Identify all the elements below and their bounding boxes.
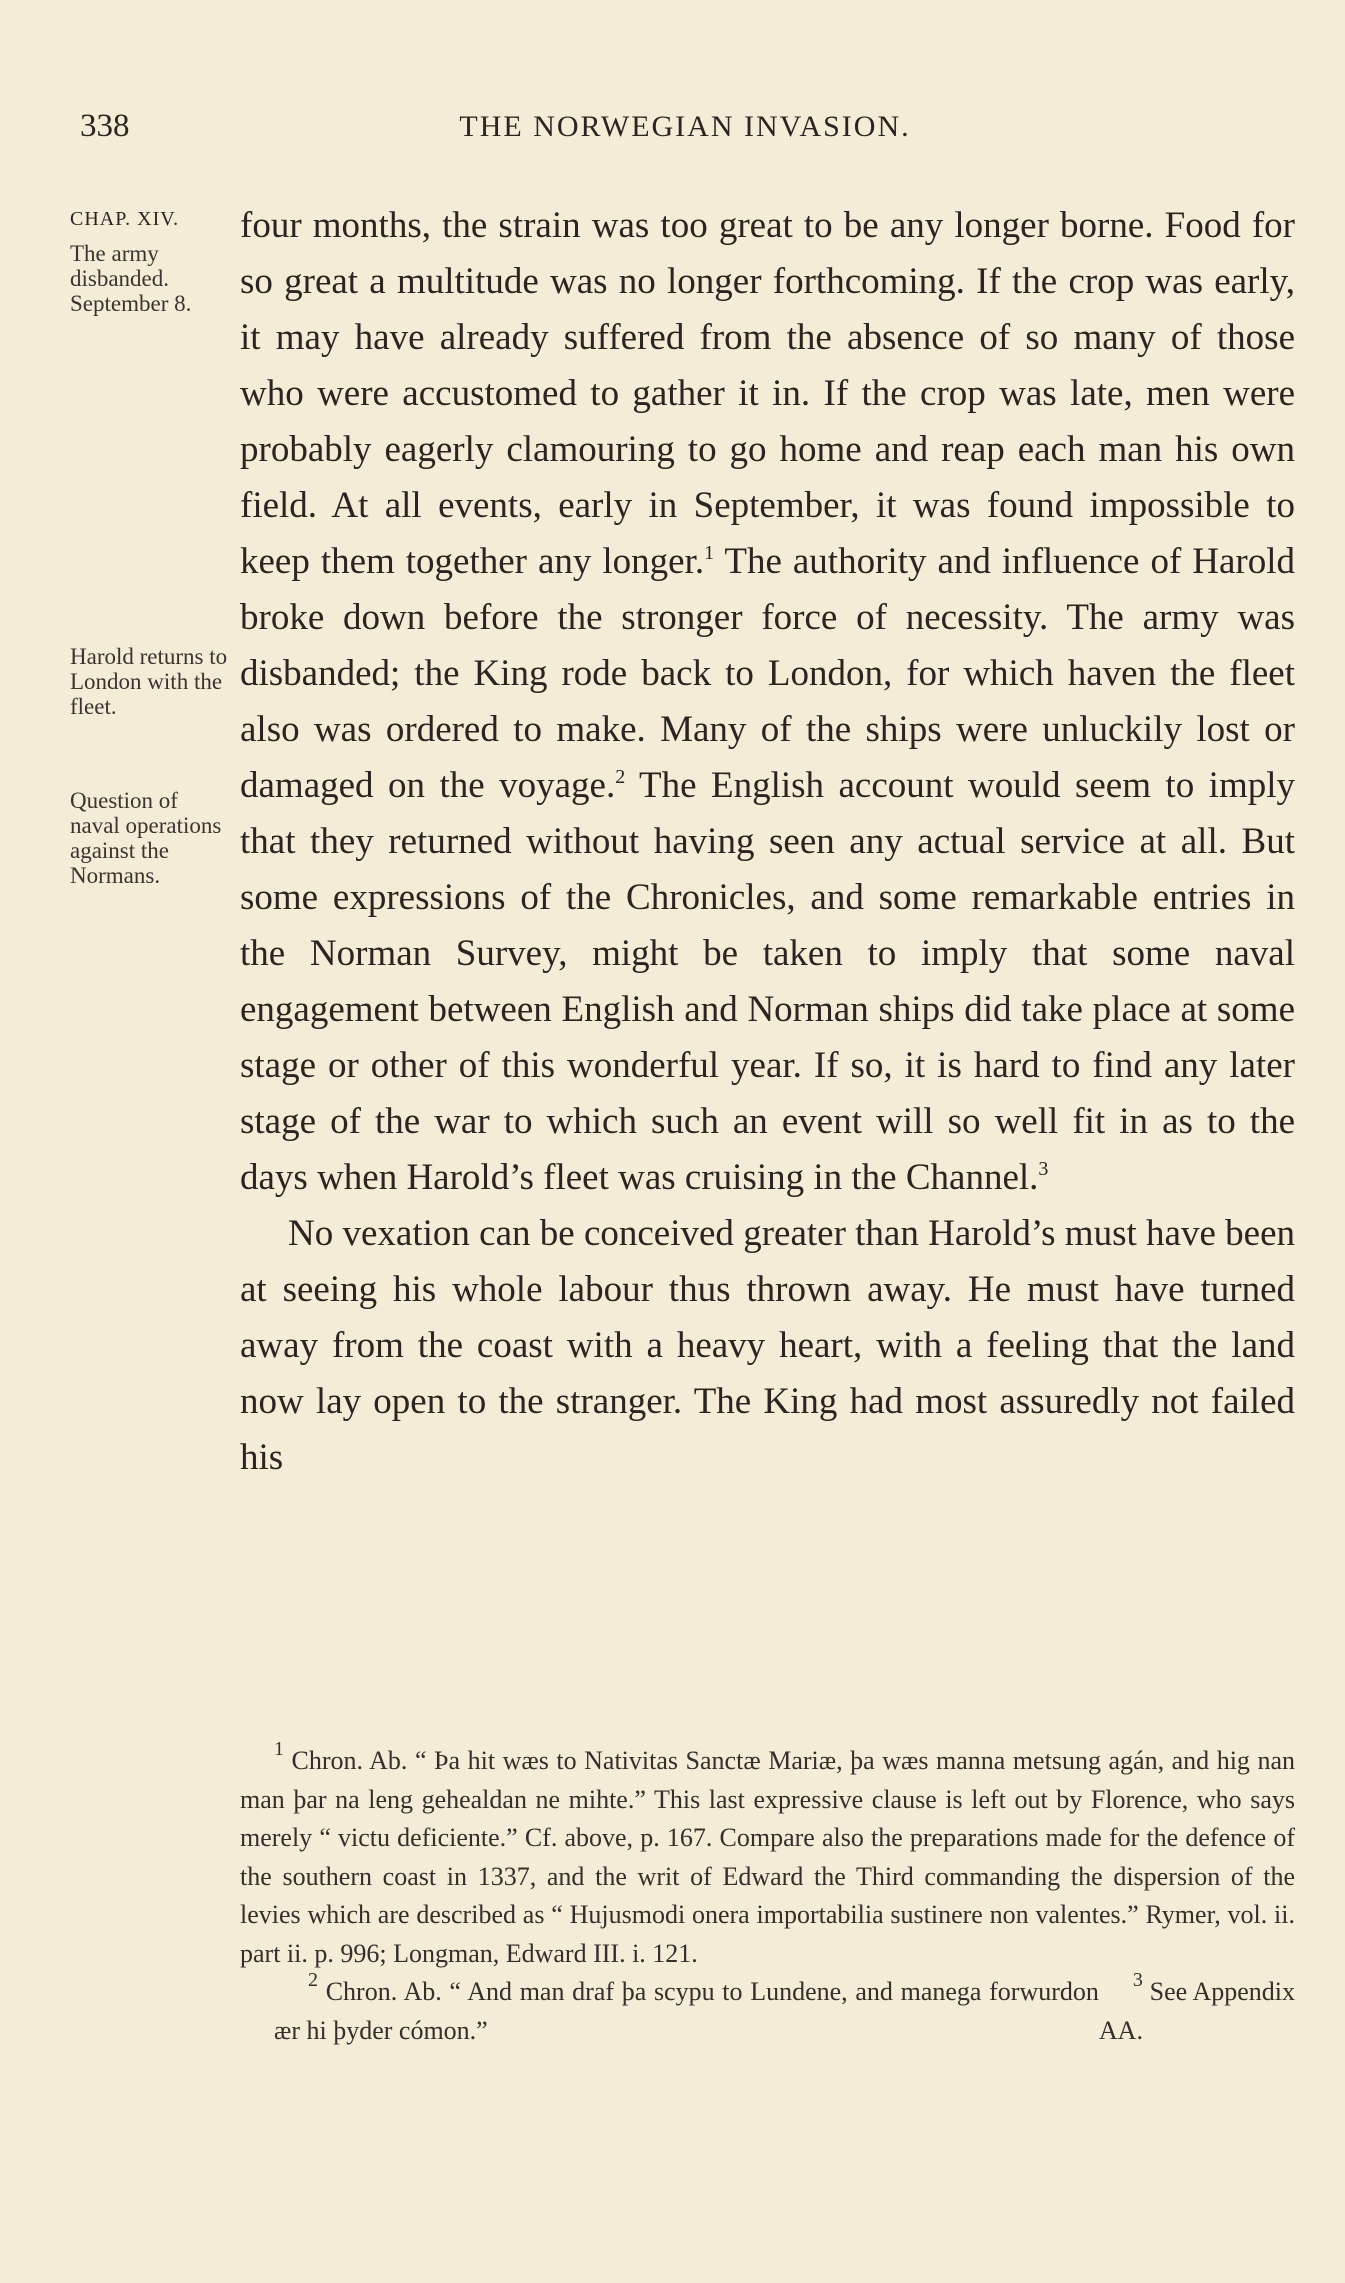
margin-note-army-disbanded: The army disbanded. September 8. bbox=[70, 241, 192, 316]
margin-note-harold-returns: Harold returns to London with the fleet. bbox=[70, 644, 228, 719]
footnote-mark: 3 bbox=[1132, 1969, 1143, 1991]
footnote-ref-1[interactable]: 1 bbox=[704, 542, 715, 564]
paragraph-2: No vexation can be conceived greater than Harold’s must have been at seeing his whole labour thus thrown away. He must have turned away from the coast with a heavy heart, with a feeling that the land now lay open to the stranger. The King had most assuredly not failed his bbox=[240, 1213, 1295, 1478]
footnote-2: $^2$ Chron. Ab. “ And man draf þa scypu to Lundene, and manega forwurdon ær hi þyder cómon.” bbox=[274, 1969, 1099, 2045]
page-number: 338 bbox=[80, 108, 130, 144]
margin-notes bbox=[70, 208, 230, 888]
footnote-mark: 1 bbox=[274, 1738, 284, 1760]
paragraph-1: four months, the strain was too great to be any longer borne. Food for so great a multitude was no longer forthcoming. If the crop was early, it may have already suffered from the absence of so many of those who were accustomed to gather it in. If the crop was late, men were probably eagerly clamouring to go home and reap each man his own field. At all events, early in September, it was found impossible to keep them together any longer.$^1$ The authority and influence of Harold broke down before the stronger force of necessity. The army was disbanded; the King rode back to London, for which haven the fleet also was ordered to make. Many of the ships were unluckily lost or damaged on the voyage.$^2$ The English account would seem to imply that they returned without having seen any actual service at all. But some expressions of the Chronicles, and some remarkable entries in the Norman Survey, might be taken to imply that some naval engagement between English and Norman ships did take place at some stage or other of this wonderful year. If so, it is hard to find any later stage of the war to which such an event will so well fit in as to the days when Harold’s fleet was cruising in the Channel.$^3$ bbox=[240, 205, 1296, 1198]
footnotes bbox=[240, 1738, 1295, 2050]
running-title: THE NORWEGIAN INVASION. bbox=[459, 110, 911, 143]
footnote-3: $^3$ See Appendix AA. bbox=[1098, 1969, 1295, 2045]
footnote-1: $^1$ Chron. Ab. “ Þa hit wæs to Nativitas Sanctæ Mariæ, þa wæs manna metsung agán, and hig nan man þar na leng gehealdan ne mihte.” This last expressive clause is left out by Florence, who says merely “ victu deficiente.” Cf. above, p. 167. Compare also the preparations made for the defence of the southern coast in 1337, and the writ of Edward the Third commanding the dispersion of the levies which are described as “ Hujusmodi onera importabilia sustinere non valentes.” Rymer, vol. ii. part ii. p. 996; Longman, Edward III. i. 121. bbox=[240, 1738, 1295, 1968]
chapter-label: CHAP. XIV. bbox=[70, 208, 180, 230]
main-text bbox=[240, 198, 1295, 1486]
footnote-2-3 bbox=[240, 1969, 1295, 2050]
footnote-mark: 2 bbox=[308, 1969, 318, 1991]
footnote-ref-2[interactable]: 2 bbox=[615, 766, 626, 788]
margin-note-naval-operations: Question of naval operations against the Normans. bbox=[70, 788, 222, 888]
footnote-ref-3[interactable]: 3 bbox=[1038, 1158, 1049, 1180]
running-head bbox=[80, 108, 1290, 156]
